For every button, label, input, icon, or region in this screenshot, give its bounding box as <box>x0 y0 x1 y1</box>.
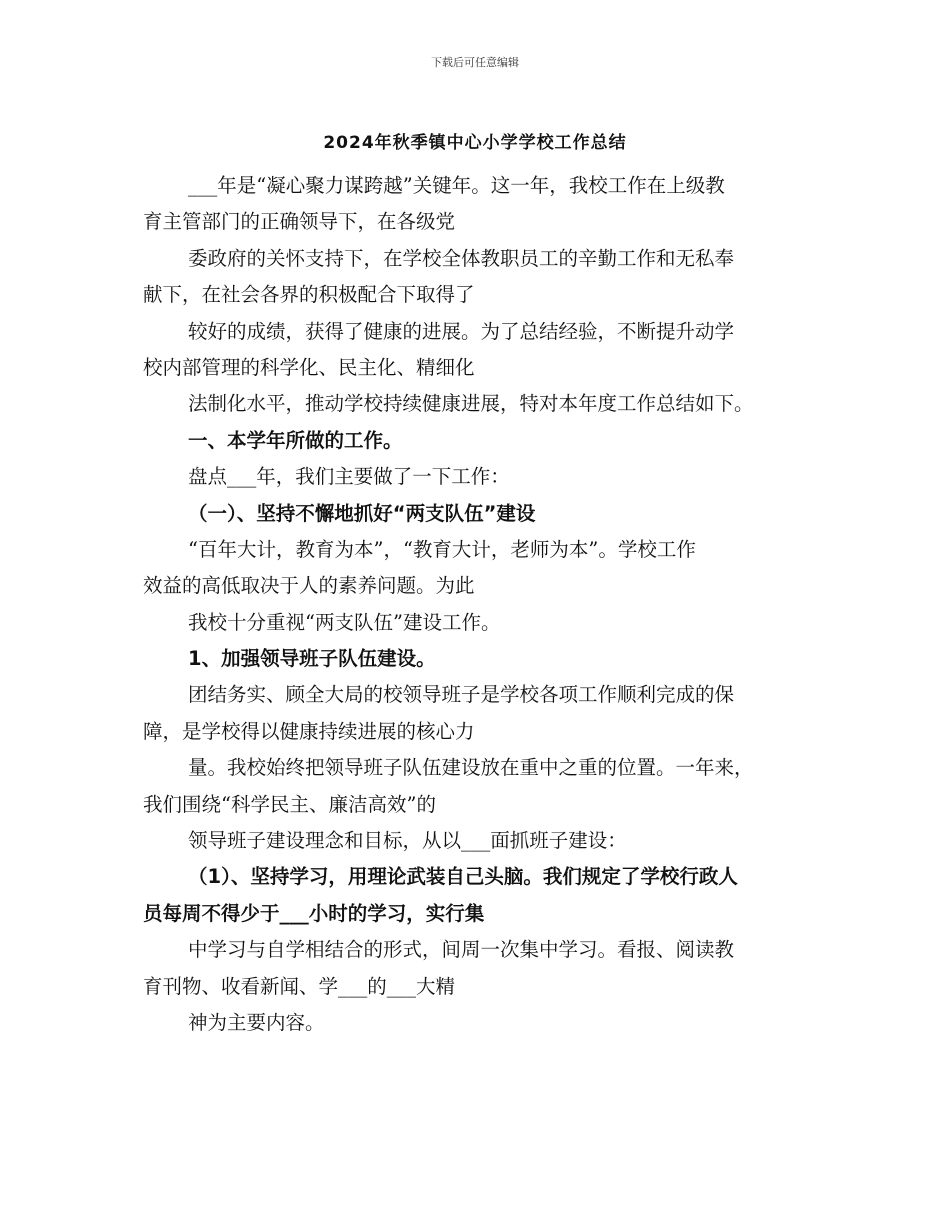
text-line: 委政府的关怀支持下，在学校全体教职员工的辛勤工作和无私奉 <box>188 246 735 270</box>
text-line: 育主管部门的正确领导下，在各级党 <box>143 210 456 234</box>
text-line: 一、本学年所做的工作。 <box>188 428 403 452</box>
document-title: 2024年秋季镇中心小学学校工作总结 <box>323 133 627 153</box>
text-line: ___年是“凝心聚力谋跨越”关键年。这一年，我校工作在上级教 <box>188 174 725 197</box>
text-line: （一）、坚持不懈地抓好“两支队伍”建设 <box>188 501 536 525</box>
text-line: 效益的高低取决于人的素养问题。为此 <box>143 574 475 598</box>
text-line: 盘点___年，我们主要做了一下工作： <box>188 465 510 489</box>
text-line: “百年大计，教育为本”，“教育大计，老师为本”。学校工作 <box>188 537 696 561</box>
text-line: 中学习与自学相结合的形式，间周一次集中学习。看报、阅读教 <box>188 938 735 962</box>
text-line: 育刊物、收看新闻、学___的___大精 <box>143 974 456 998</box>
text-line: 1、加强领导班子队伍建设。 <box>188 647 436 671</box>
text-line: 障，是学校得以健康持续进展的核心力 <box>143 719 475 743</box>
text-line: 较好的成绩，获得了健康的进展。为了总结经验，不断提升动学 <box>188 319 735 343</box>
text-line: 团结务实、顾全大局的校领导班子是学校各项工作顺利完成的保 <box>188 683 735 707</box>
text-line: 我们围绕“科学民主、廉洁高效”的 <box>143 792 436 816</box>
text-line: 员每周不得少于___小时的学习，实行集 <box>143 901 485 925</box>
text-line: 法制化水平，推动学校持续健康进展，特对本年度工作总结如下。 <box>188 392 754 416</box>
document-body <box>143 168 813 1041</box>
text-line: 献下，在社会各界的积极配合下取得了 <box>143 283 475 307</box>
text-line: （1）、坚持学习，用理论武装自己头脑。我们规定了学校行政人 <box>188 865 738 889</box>
header-note: 下载后可任意编辑 <box>431 56 519 69</box>
text-line: 神为主要内容。 <box>188 1010 325 1034</box>
text-line: 校内部管理的科学化、民主化、精细化 <box>143 355 475 379</box>
text-line: 量。我校始终把领导班子队伍建设放在重中之重的位置。一年来， <box>188 756 754 780</box>
text-line: 我校十分重视“两支队伍”建设工作。 <box>188 610 501 634</box>
text-line: 领导班子建设理念和目标，从以___面抓班子建设： <box>188 829 627 853</box>
